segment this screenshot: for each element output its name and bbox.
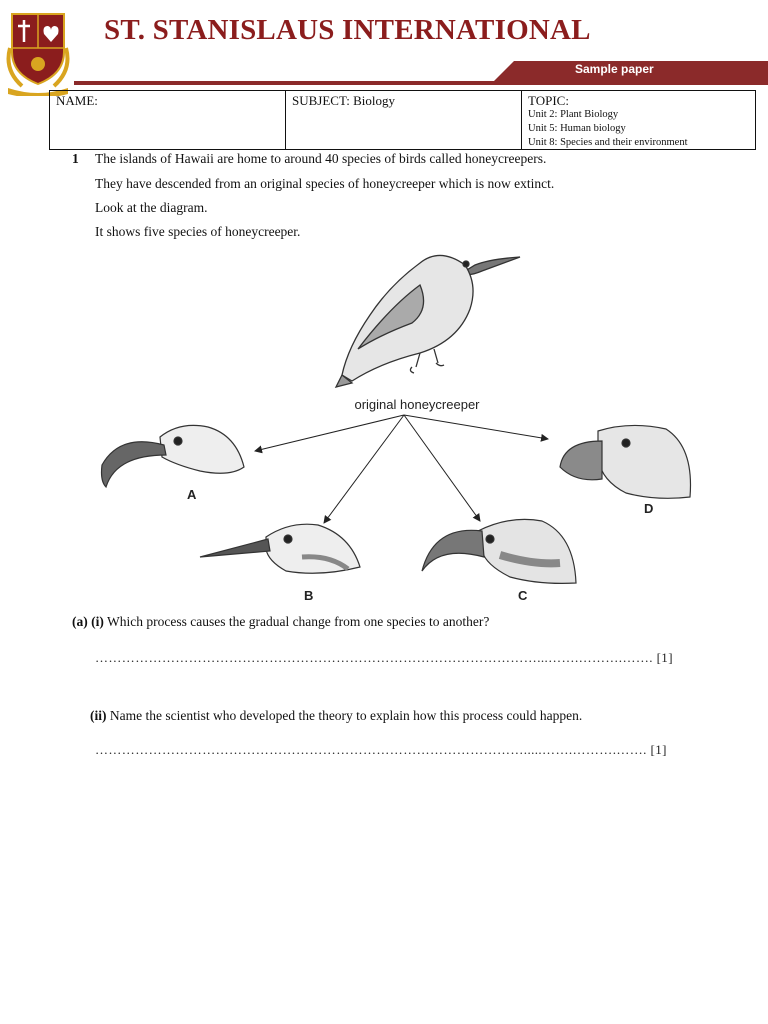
marks-label: [1] bbox=[656, 650, 673, 665]
question-text: Look at the diagram. bbox=[95, 200, 208, 215]
subject-cell bbox=[286, 91, 522, 149]
answer-line-a-i[interactable] bbox=[95, 650, 673, 666]
question-text: Which process causes the gradual change from one species to another? bbox=[107, 614, 490, 629]
answer-line-a-ii[interactable] bbox=[95, 742, 667, 758]
arrow-to-c bbox=[404, 415, 480, 521]
topic-label: TOPIC: bbox=[528, 93, 569, 108]
evolution-arrows bbox=[255, 415, 548, 523]
species-d-label: D bbox=[644, 501, 654, 516]
subpart-label: (i) bbox=[91, 614, 104, 629]
species-b-label: B bbox=[304, 588, 314, 603]
marks-label: [1] bbox=[650, 742, 667, 757]
answer-dots: ………………………………………………………………………………………...…….……….……. bbox=[95, 650, 653, 665]
original-honeycreeper-label: original honeycreeper bbox=[354, 397, 480, 412]
answer-dots: …………………………………………………………………………………….....…….……….……. bbox=[95, 742, 647, 757]
school-crest-logo bbox=[2, 8, 74, 96]
question-text: They have descended from an original species of honeycreeper which is now extinct. bbox=[95, 176, 555, 191]
species-d-head bbox=[560, 425, 691, 498]
species-b-head bbox=[200, 524, 360, 573]
question-text: The islands of Hawaii are home to around 40 species of birds called honeycreepers. bbox=[95, 151, 547, 166]
topic-cell bbox=[522, 91, 755, 149]
question-text: It shows five species of honeycreeper. bbox=[95, 224, 301, 239]
subject-label: SUBJECT: Biology bbox=[292, 93, 396, 108]
topic-unit: Unit 8: Species and their environment bbox=[528, 137, 688, 148]
school-name: ST. STANISLAUS INTERNATIONAL bbox=[104, 14, 591, 46]
honeycreeper-diagram bbox=[90, 245, 710, 610]
topic-unit: Unit 5: Human biology bbox=[528, 123, 626, 134]
question-text: Name the scientist who developed the theory to explain how this process could happen. bbox=[109, 708, 583, 723]
student-info-table bbox=[49, 90, 756, 150]
subpart-label: (ii) bbox=[90, 708, 107, 723]
question-part-a-ii bbox=[90, 708, 582, 724]
original-honeycreeper-bird bbox=[336, 255, 520, 387]
name-label: NAME: bbox=[56, 93, 98, 108]
topic-unit: Unit 2: Plant Biology bbox=[528, 109, 619, 120]
species-a-label: A bbox=[187, 487, 197, 502]
arrow-to-d bbox=[404, 415, 548, 439]
species-a-head bbox=[102, 425, 245, 487]
species-c-label: C bbox=[518, 588, 528, 603]
part-label: (a) bbox=[72, 614, 88, 629]
name-cell[interactable] bbox=[50, 91, 286, 149]
sample-paper-label: Sample paper bbox=[575, 62, 654, 76]
species-c-head bbox=[422, 519, 576, 583]
question-part-a-i bbox=[72, 614, 489, 630]
question-number: 1 bbox=[72, 151, 79, 166]
